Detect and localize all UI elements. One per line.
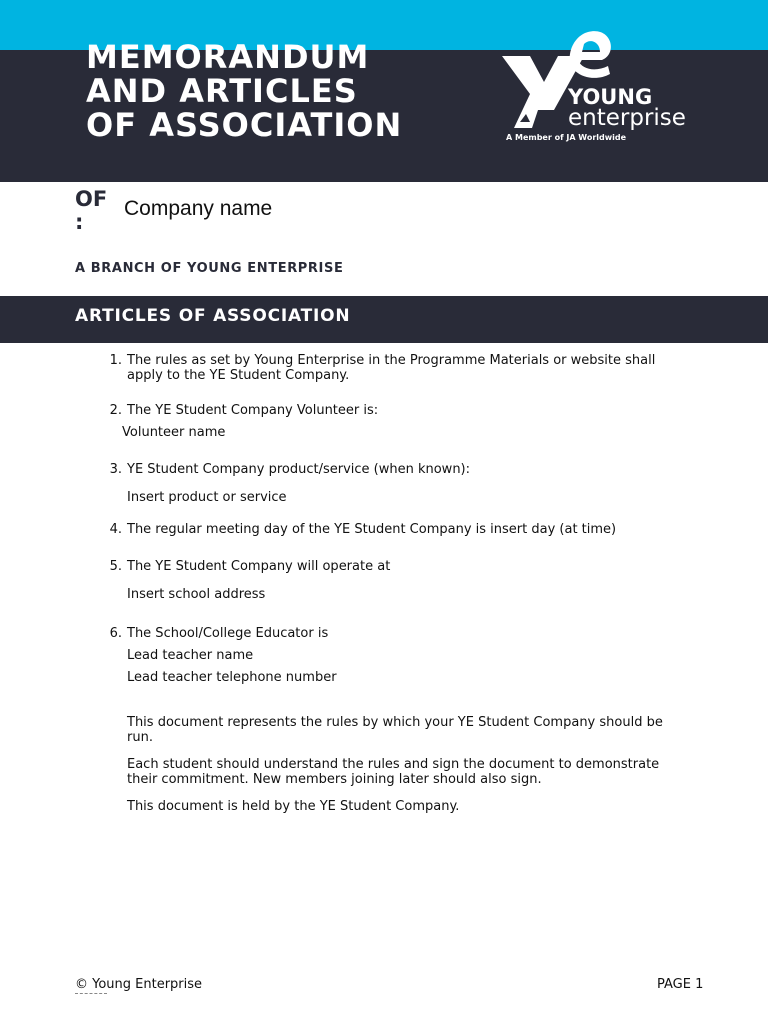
meeting-day-text: The regular meeting day of the YE Student Company is insert day (at time) (127, 522, 617, 537)
company-name-field[interactable]: Company name (124, 197, 273, 220)
item-text-line: YE Student Company product/service (when known): (127, 462, 471, 477)
of-text: OF (75, 187, 108, 211)
item-number: 4. (109, 522, 122, 537)
footer-divider (75, 993, 107, 994)
note-line: their commitment. New members joining later should also sign. (127, 772, 542, 787)
title-line-1: MEMORANDUM (86, 38, 370, 76)
of-colon: : (75, 210, 84, 234)
item-text-line: The YE Student Company will operate at (127, 559, 391, 574)
note-paragraph-2 (127, 757, 659, 787)
lead-teacher-name-field[interactable]: Lead teacher name (127, 648, 254, 663)
product-service-field[interactable]: Insert product or service (127, 490, 287, 505)
young-enterprise-logo (500, 26, 710, 146)
document-title (86, 40, 486, 142)
logo-young-text: YOUNG (568, 85, 653, 109)
school-address-field[interactable]: Insert school address (127, 587, 266, 602)
note-line: This document represents the rules by which your YE Student Company should be (127, 715, 663, 730)
item-number: 2. (109, 403, 122, 418)
volunteer-name-field[interactable]: Volunteer name (122, 425, 226, 440)
title-line-3: OF ASSOCIATION (86, 106, 403, 144)
note-line: This document is held by the YE Student Company. (127, 799, 460, 814)
logo-enterprise-text: enterprise (568, 105, 686, 131)
of-label (75, 188, 107, 234)
item-number: 5. (109, 559, 122, 574)
item-text-line: The rules as set by Young Enterprise in the Programme Materials or website shall (127, 353, 656, 368)
branch-subtitle: A BRANCH OF YOUNG ENTERPRISE (75, 261, 344, 276)
item-text-line: The School/College Educator is (127, 626, 329, 641)
item-text-line: apply to the YE Student Company. (127, 368, 350, 383)
logo-tagline: A Member of JA Worldwide (506, 133, 627, 142)
footer-copyright: © Young Enterprise (75, 977, 203, 992)
title-line-2: AND ARTICLES (86, 72, 358, 110)
item-number: 1. (109, 353, 122, 368)
page-number: PAGE 1 (657, 977, 704, 992)
note-paragraph-3 (127, 799, 459, 814)
lead-teacher-phone-field[interactable]: Lead teacher telephone number (127, 670, 337, 685)
note-line: Each student should understand the rules and sign the document to demonstrate (127, 757, 660, 772)
item-number: 3. (109, 462, 122, 477)
item-number: 6. (109, 626, 122, 641)
note-paragraph-1 (127, 715, 663, 745)
item-text-line: The YE Student Company Volunteer is: (127, 403, 379, 418)
articles-heading: ARTICLES OF ASSOCIATION (75, 306, 351, 326)
note-line: run. (127, 730, 153, 745)
